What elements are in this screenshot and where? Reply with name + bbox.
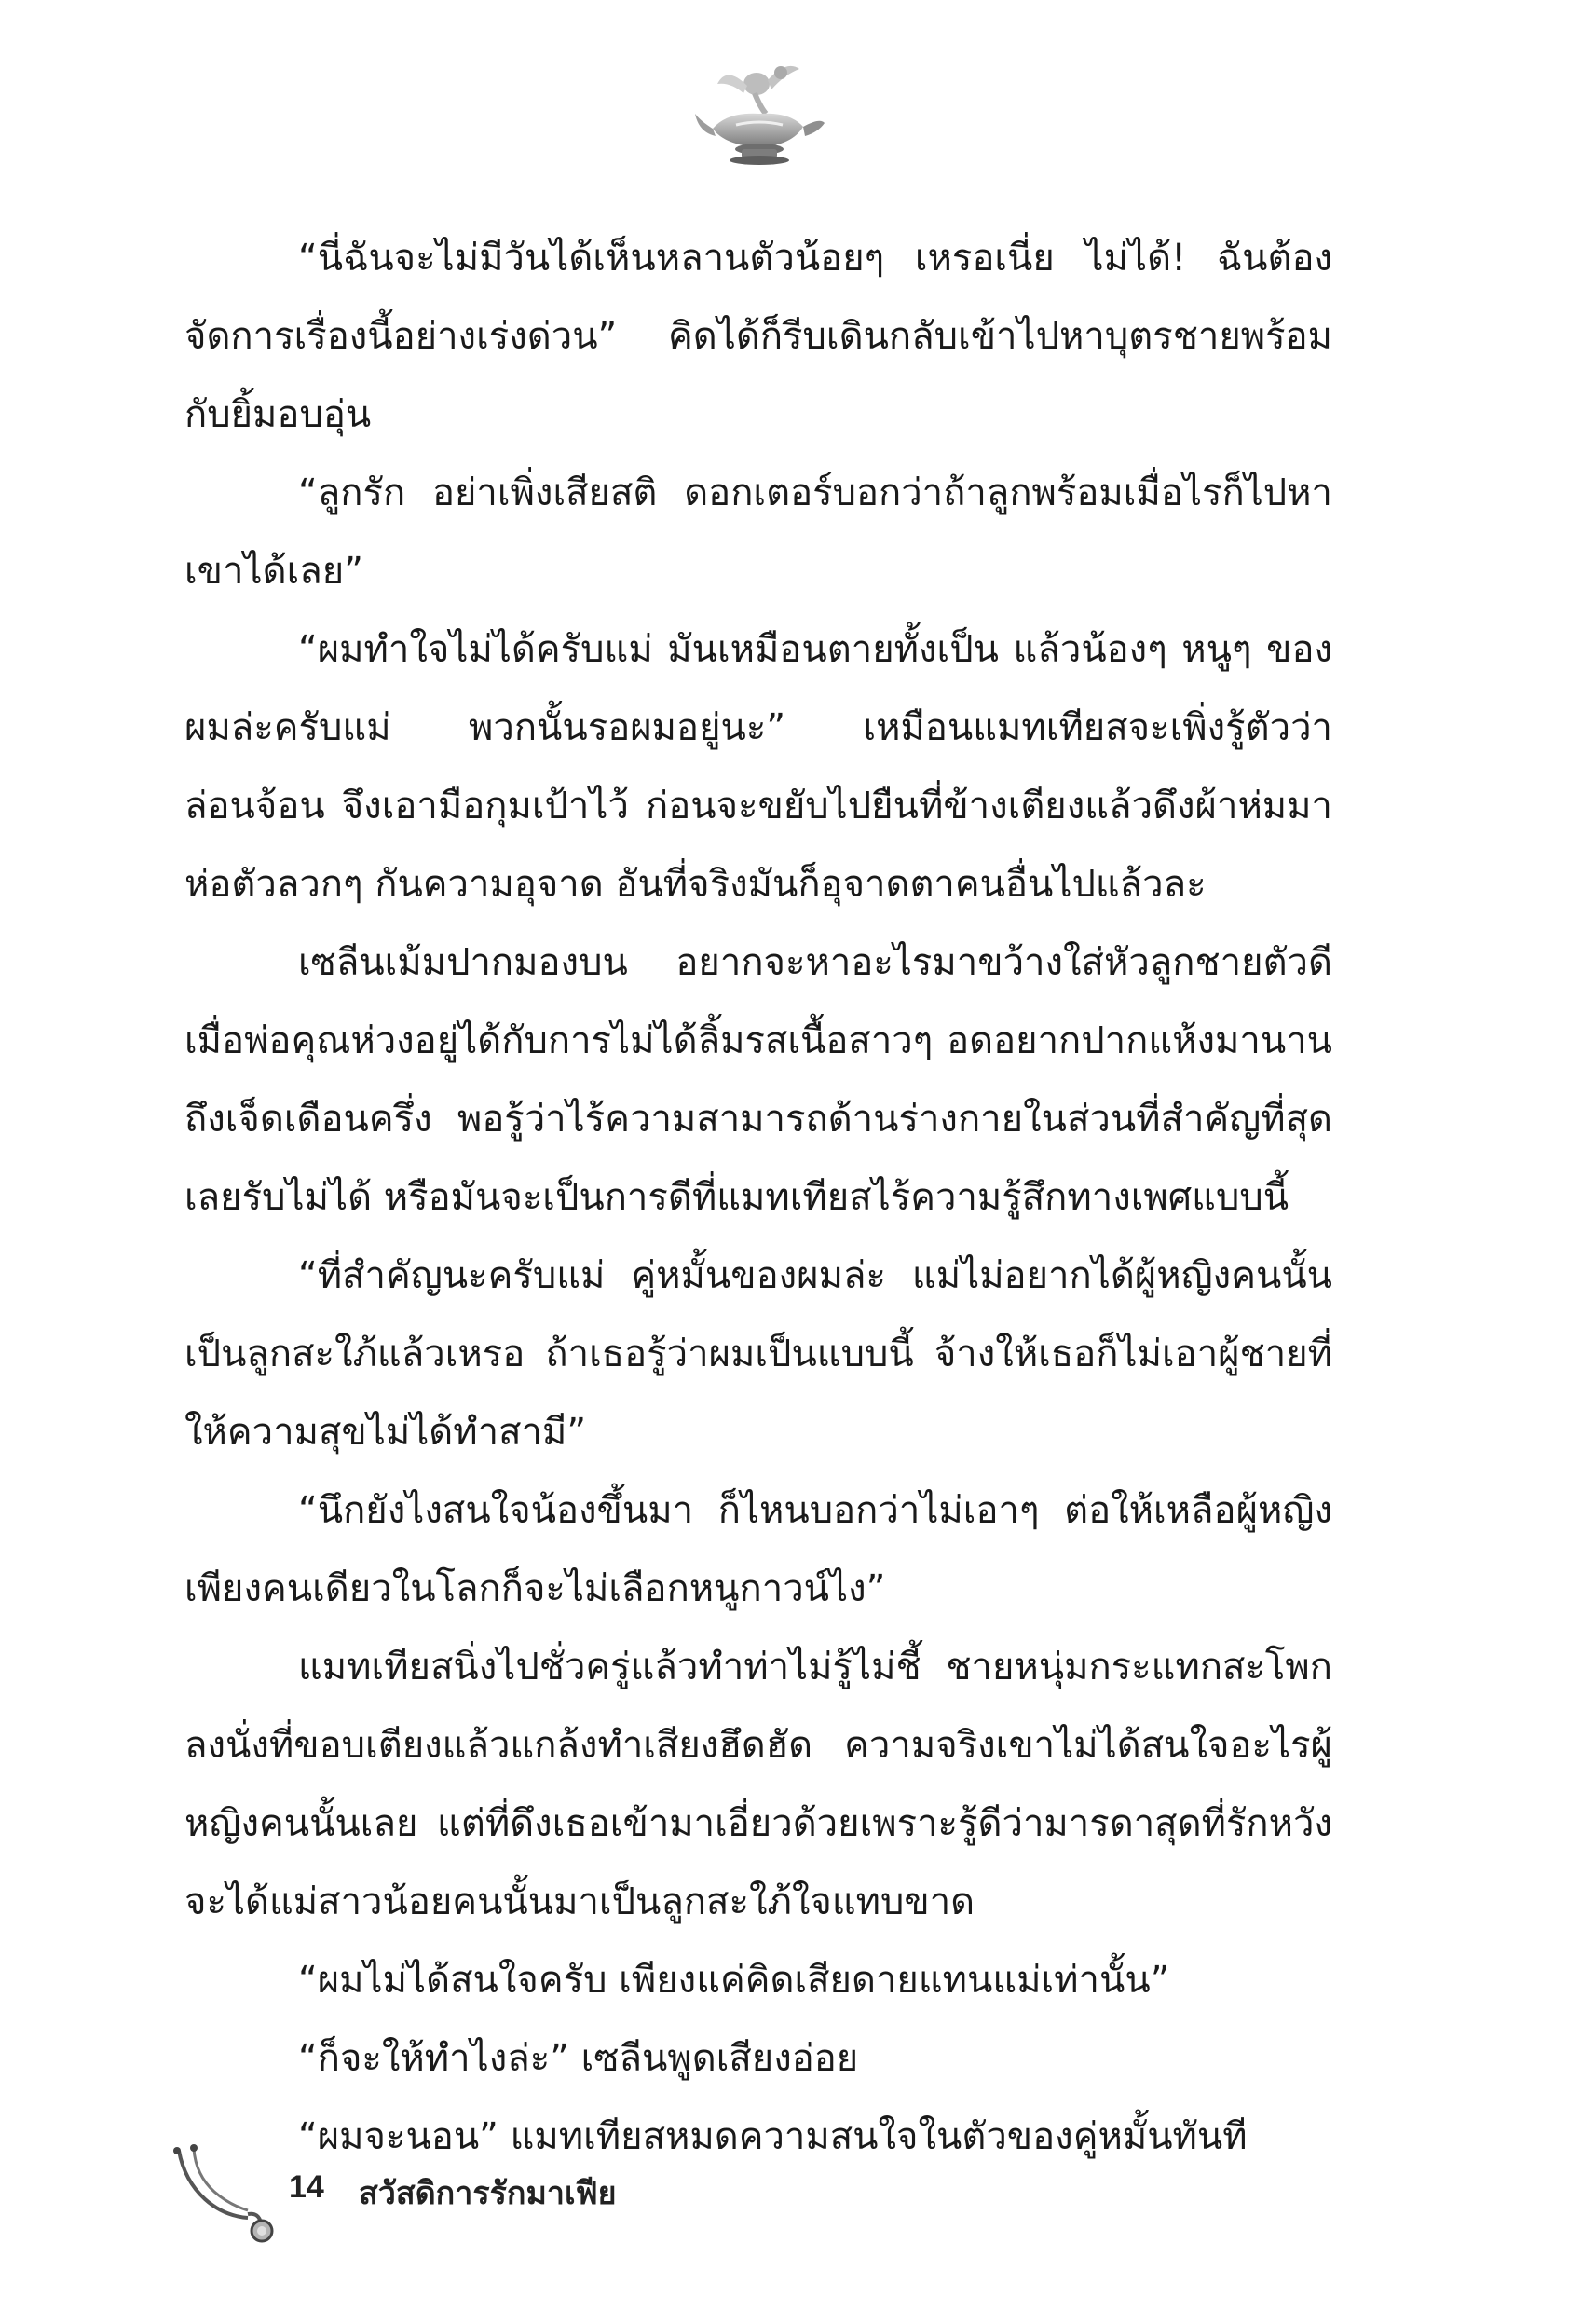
paragraph: “นึกยังไงสนใจน้องขึ้นมา ก็ไหนบอกว่าไม่เอาๆ ต่อให้เหลือผู้หญิงเพียงคนเดียวในโลกก็จะไม่เลือกหนูกาวน์ไง” — [184, 1489, 1332, 1610]
paragraph: “ที่สำคัญนะครับแม่ คู่หมั้นของผมล่ะ แม่ไม่อยากได้ผู้หญิงคนนั้นเป็นลูกสะใภ้แล้วเหรอ ถ้าเธอรู้ว่าผมเป็นแบบนี้ จ้างให้เธอก็ไม่เอาผู้ชายที่ให้ความสุขไม่ได้ทำสามี” — [184, 1254, 1332, 1454]
paragraph: เซลีนเม้มปากมองบน อยากจะหาอะไรมาขว้างใส่หัวลูกชายตัวดีเมื่อพ่อคุณห่วงอยู่ได้กับการไม่ได้ลิ้มรสเนื้อสาวๆ อดอยากปากแห้งมานานถึงเจ็ดเดือนครึ่ง พอรู้ว่าไร้ความสามารถด้านร่างกายในส่วนที่สำคัญที่สุดเลยรับไม่ได้ หรือมันจะเป็นการดีที่แมทเทียสไร้ความรู้สึกทางเพศแบบนี้ — [184, 941, 1332, 1219]
page-number: 14 — [289, 2169, 324, 2205]
paragraph: “ผมจะนอน” แมทเทียสหมดความสนใจในตัวของคู่หมั้นทันที — [298, 2115, 1248, 2158]
paragraph: “ผมไม่ได้สนใจครับ เพียงแค่คิดเสียดายแทนแม่เท่านั้น” — [298, 1959, 1170, 2002]
paragraph: “ลูกรัก อย่าเพิ่งเสียสติ ดอกเตอร์บอกว่าถ้าลูกพร้อมเมื่อไรก็ไปหาเขาได้เลย” — [184, 472, 1332, 593]
paragraph: “นี่ฉันจะไม่มีวันได้เห็นหลานตัวน้อยๆ เหรอเนี่ย ไม่ได้! ฉันต้องจัดการเรื่องนี้อย่างเร่งด่วน” คิดได้ก็รีบเดินกลับเข้าไปหาบุตรชายพร้อมกับยิ้มอบอุ่น — [184, 237, 1332, 436]
paragraph: “ก็จะให้ทำไงล่ะ” เซลีนพูดเสียงอ่อย — [298, 2037, 859, 2080]
genie-lamp-icon — [689, 56, 829, 168]
page-footer — [168, 2143, 913, 2246]
document-body — [184, 219, 1332, 2176]
stethoscope-icon — [168, 2143, 280, 2246]
paragraph: แมทเทียสนิ่งไปชั่วครู่แล้วทำท่าไม่รู้ไม่ชี้ ชายหนุ่มกระแทกสะโพกลงนั่งที่ขอบเตียงแล้วแกล้งทำเสียงฮึดฮัด ความจริงเขาไม่ได้สนใจอะไรผู้หญิงคนนั้นเลย แต่ที่ดึงเธอเข้ามาเอี่ยวด้วยเพราะรู้ดีว่ามารดาสุดที่รักหวังจะได้แม่สาวน้อยคนนั้นมาเป็นลูกสะใภ้ใจแทบขาด — [184, 1646, 1332, 1923]
book-title: สวัสดิการรักมาเฟีย — [359, 2175, 617, 2212]
paragraph: “ผมทำใจไม่ได้ครับแม่ มันเหมือนตายทั้งเป็น แล้วน้องๆ หนูๆ ของผมล่ะครับแม่ พวกนั้นรอผมอยู่นะ” เหมือนแมทเทียสจะเพิ่งรู้ตัวว่าล่อนจ้อน จึงเอามือกุมเป้าไว้ ก่อนจะขยับไปยืนที่ข้างเตียงแล้วดึงผ้าห่มมาห่อตัวลวกๆ กันความอุจาด อันที่จริงมันก็อุจาดตาคนอื่นไปแล้วละ — [184, 628, 1332, 906]
